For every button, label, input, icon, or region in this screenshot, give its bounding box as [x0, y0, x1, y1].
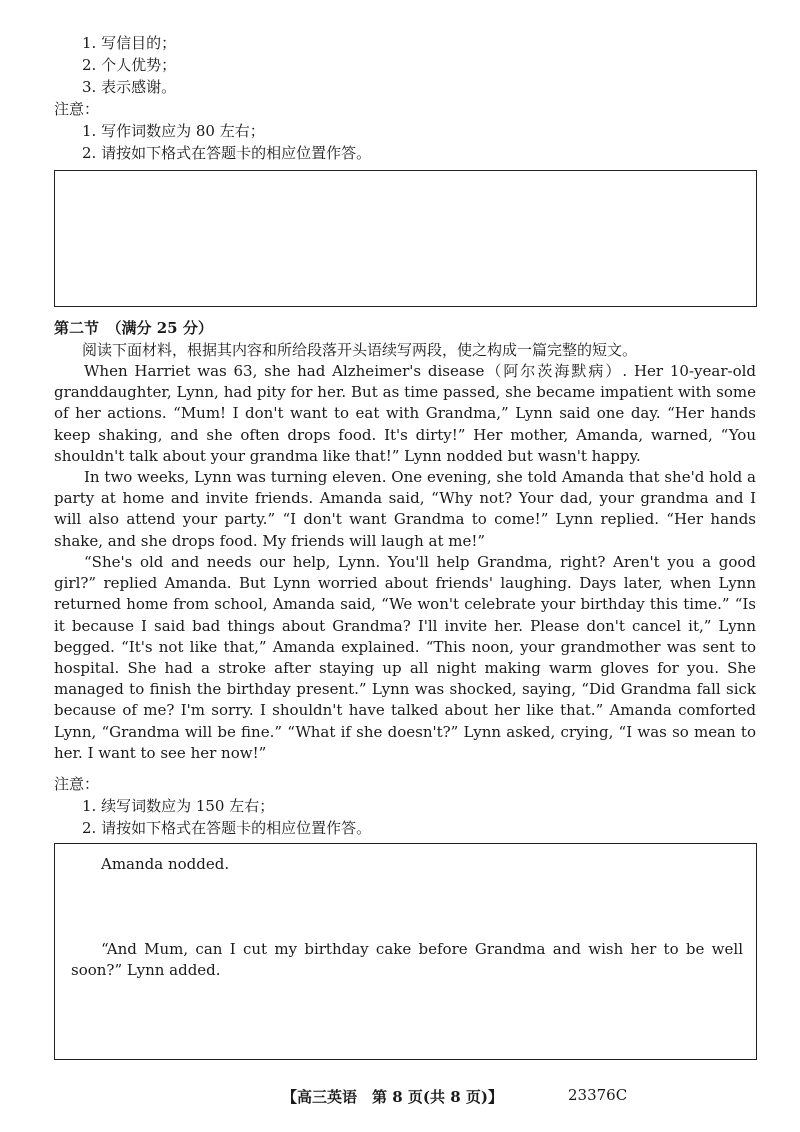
writing-answer-box[interactable]	[54, 170, 757, 307]
note-item: 2. 请按如下格式在答题卡的相应位置作答。	[82, 819, 372, 837]
note-label: 注意：	[54, 100, 100, 118]
section-heading: 第二节 （满分 25 分）	[54, 319, 213, 337]
continuation-answer-box[interactable]	[54, 843, 757, 1060]
story-paragraph-2: In two weeks, Lynn was turning eleven. One evening, she told Amanda that she'd hold a party at home and invite friends. Amanda said, “Why not? Your dad, your grandma and I will also attend your party.” “I don't want Grandma to come!” Lynn replied. “Her hands shake, and she drops food. My friends will laugh at me!”	[54, 468, 756, 550]
section-instruction: 阅读下面材料，根据其内容和所给段落开头语续写两段，使之构成一篇完整的短文。	[82, 341, 638, 359]
writing-point-2: 2. 个人优势；	[82, 56, 177, 74]
story-paragraph-1: When Harriet was 63, she had Alzheimer's disease（阿尔茨海默病）. Her 10-year-old granddaughter, Lynn, had pity for her. But as time passed, she became impatient with some of her actions. “Mum! I don't want to eat with Grandma,” Lynn said one day. “Her hands keep shaking, and she often drops food. It's dirty!” Her mother, Amanda, warned, “You shouldn't talk about your grandma like that!” Lynn nodded but wasn't happy.	[54, 362, 756, 465]
note-item: 2. 请按如下格式在答题卡的相应位置作答。	[82, 144, 372, 162]
note-label: 注意：	[54, 775, 100, 793]
paragraph-opener-2: “And Mum, can I cut my birthday cake before Grandma and wish her to be well soon?” Lynn added.	[71, 940, 743, 980]
paragraph-opener-1: Amanda nodded.	[101, 855, 230, 873]
exam-code: 23376C	[568, 1086, 628, 1104]
story-paragraph-3: “She's old and needs our help, Lynn. You'll help Grandma, right? Aren't you a good girl?” replied Amanda. But Lynn worried about friends' laughing. Days later, when Lynn returned home from school, Amanda said, “We won't celebrate your birthday this time.” “Is it because I said bad things about Grandma? I'll invite her. Please don't cancel it,” Lynn begged. “It's not like that,” Amanda explained. “This noon, your grandmother was sent to hospital. She had a stroke after staying up all night making warm gloves for you. She managed to finish the birthday present.” Lynn was shocked, saying, “Did Grandma fall sick because of me? I'm sorry. I shouldn't have talked about her like that.” Amanda comforted Lynn, “Grandma will be fine.” “What if she doesn't?” Lynn asked, crying, “I was so mean to her. I want to see her now!”	[54, 553, 756, 762]
note-item: 1. 写作词数应为 80 左右；	[82, 122, 265, 140]
page-footer-title: 【高三英语 第 8 页(共 8 页)】	[282, 1088, 503, 1106]
writing-point-3: 3. 表示感谢。	[82, 78, 177, 96]
note-item: 1. 续写词数应为 150 左右；	[82, 797, 275, 815]
writing-point-1: 1. 写信目的；	[82, 34, 177, 52]
